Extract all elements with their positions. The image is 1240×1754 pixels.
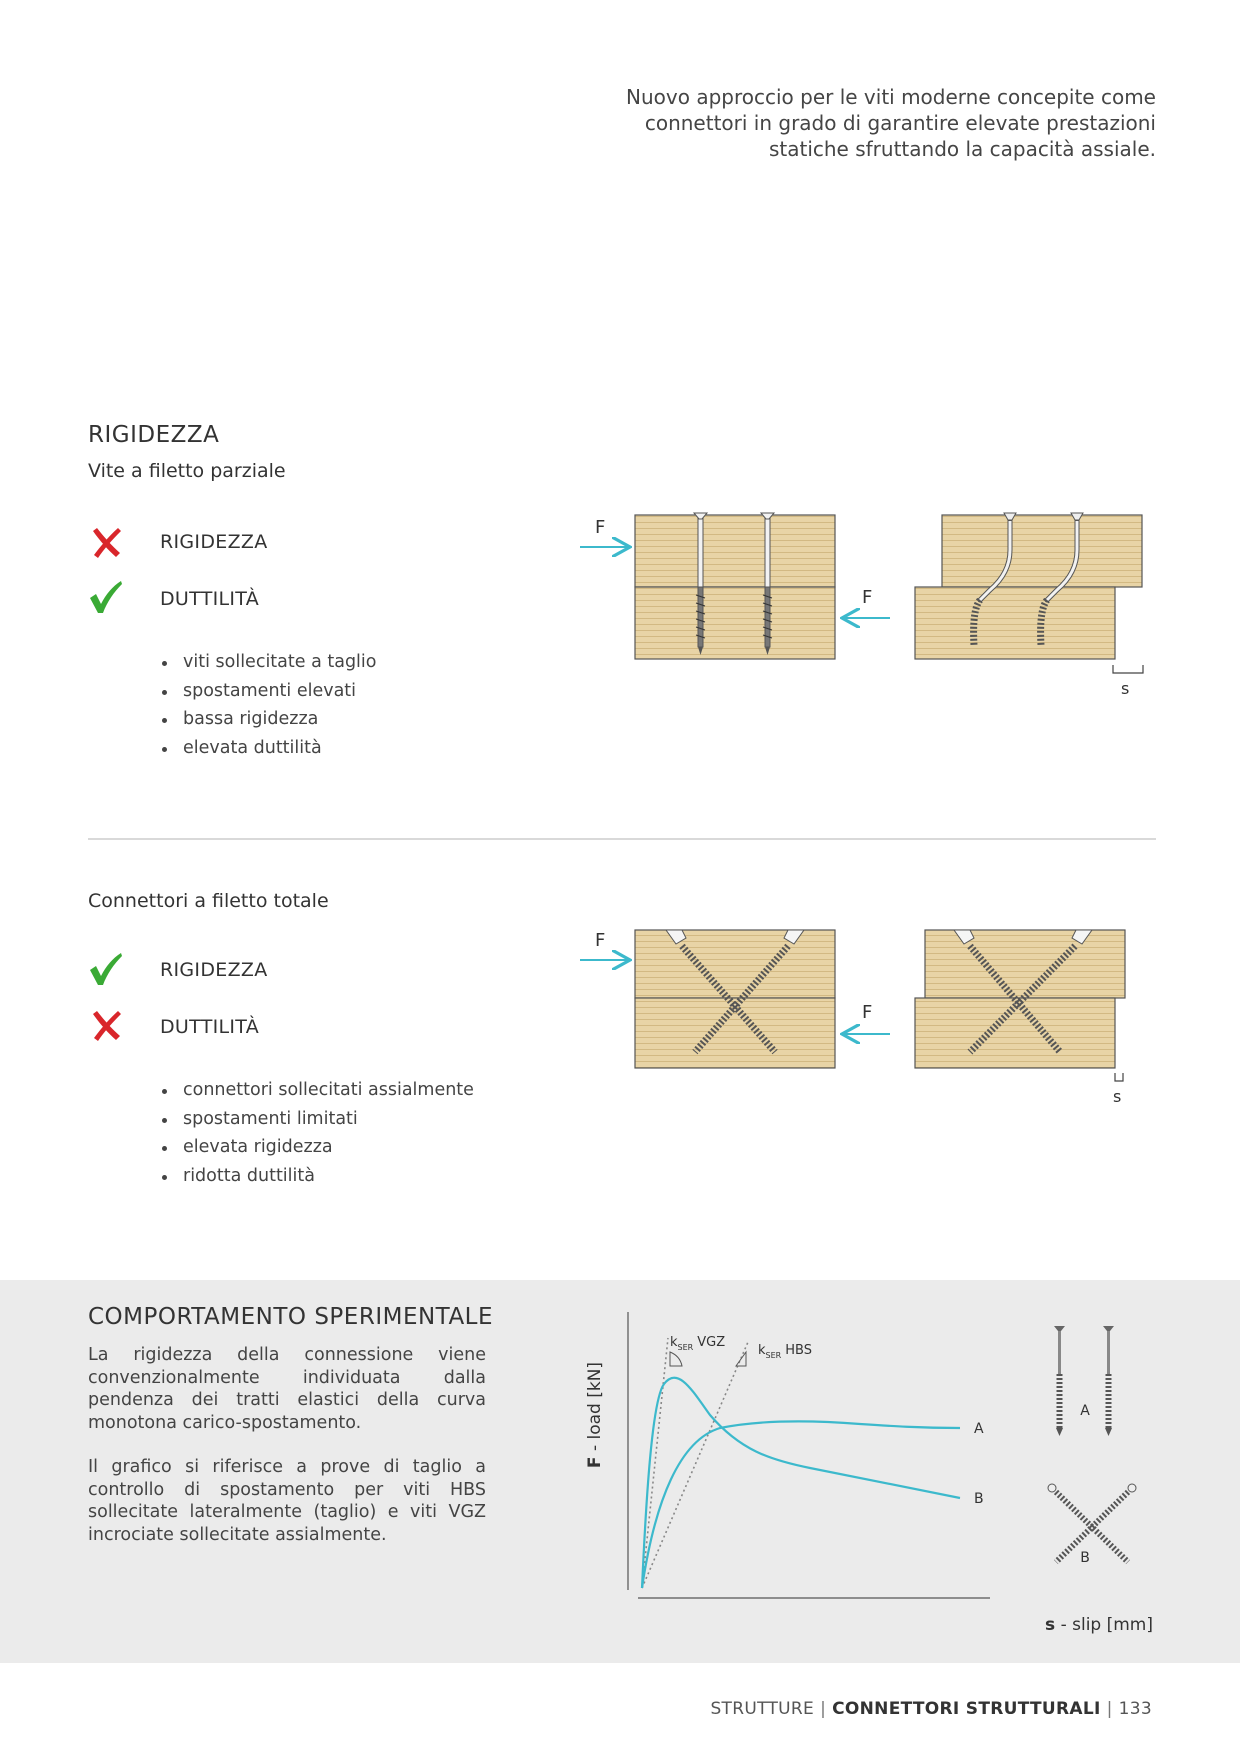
mark-label-rigidezza-1: RIGIDEZZA bbox=[160, 531, 268, 553]
bullet-list-1 bbox=[160, 648, 377, 762]
intro-text: Nuovo approccio per le viti moderne concepite come connettori in grado di garantire elevate prestazioni statiche sfruttando la capacità assiale. bbox=[626, 85, 1156, 161]
annotation-hbs: $k_{SER}$ HBS bbox=[758, 1343, 812, 1360]
full-thread-diagram bbox=[570, 918, 1150, 1110]
force-label-right: F bbox=[862, 587, 873, 608]
angle-icon bbox=[670, 1352, 682, 1366]
paragraph: Il grafico si riferisce a prove di taglio a controllo di spostamento per viti HBS sollecitate lateralmente (taglio) e viti VGZ incrociate sollecitate assialmente. bbox=[88, 1457, 486, 1545]
annotation-vgz: $k_{SER}$ VGZ bbox=[670, 1335, 726, 1352]
bullet-list-2 bbox=[160, 1076, 474, 1190]
list-item: spostamenti elevati bbox=[160, 677, 377, 706]
list-item: elevata duttilità bbox=[160, 734, 377, 763]
crossed-screws-icon-B bbox=[1048, 1484, 1136, 1562]
section-title-rigidezza: RIGIDEZZA bbox=[88, 422, 220, 448]
y-axis-label: F - load [kN] bbox=[585, 1361, 605, 1469]
legend-label-B: B bbox=[1080, 1550, 1090, 1566]
force-label-right-2: F bbox=[862, 1002, 873, 1023]
subtitle-partial-thread: Vite a filetto parziale bbox=[88, 460, 286, 482]
kser-vgz-line bbox=[642, 1338, 668, 1588]
kser-hbs-line bbox=[642, 1342, 748, 1588]
force-label-left-2: F bbox=[595, 930, 606, 951]
list-item: bassa rigidezza bbox=[160, 705, 377, 734]
list-item: spostamenti limitati bbox=[160, 1105, 474, 1134]
mark-label-rigidezza-2: RIGIDEZZA bbox=[160, 959, 268, 981]
footer-chapter: CONNETTORI STRUTTURALI bbox=[832, 1699, 1101, 1719]
footer-section: STRUTTURE bbox=[710, 1699, 815, 1719]
list-item: elevata rigidezza bbox=[160, 1133, 474, 1162]
cross-icon bbox=[88, 525, 122, 559]
section-title-experimental: COMPORTAMENTO SPERIMENTALE bbox=[88, 1304, 494, 1330]
list-item: connettori sollecitati assialmente bbox=[160, 1076, 474, 1105]
page-number: 133 bbox=[1118, 1699, 1152, 1719]
cross-icon bbox=[88, 1008, 122, 1042]
x-axis-label: s - slip [mm] bbox=[1045, 1615, 1153, 1635]
legend-label-A: A bbox=[1080, 1403, 1090, 1419]
check-icon bbox=[88, 580, 122, 614]
series-line-B bbox=[642, 1378, 960, 1588]
load-slip-chart bbox=[570, 1300, 1160, 1640]
series-label-B: B bbox=[974, 1491, 984, 1507]
angle-icon bbox=[736, 1352, 746, 1366]
series-label-A: A bbox=[974, 1421, 984, 1437]
slip-label-1: s bbox=[1121, 679, 1130, 698]
mark-label-duttilita-2: DUTTILITÀ bbox=[160, 1016, 260, 1038]
paragraph: La rigidezza della connessione viene convenzionalmente individuata dalla pendenza dei tratti elastici della curva monotona carico-spostamento. bbox=[88, 1345, 486, 1433]
slip-label-2: s bbox=[1113, 1087, 1122, 1106]
list-item: ridotta duttilità bbox=[160, 1162, 474, 1191]
subtitle-full-thread: Connettori a filetto totale bbox=[88, 890, 329, 912]
force-label-left: F bbox=[595, 517, 606, 538]
section-divider bbox=[88, 838, 1156, 840]
mark-label-duttilita-1: DUTTILITÀ bbox=[160, 588, 260, 610]
list-item: viti sollecitate a taglio bbox=[160, 648, 377, 677]
check-icon bbox=[88, 952, 122, 986]
experimental-description bbox=[88, 1344, 486, 1568]
page-footer: STRUTTURE | CONNETTORI STRUTTURALI | 133 bbox=[710, 1699, 1152, 1719]
partial-thread-diagram bbox=[570, 505, 1150, 705]
series-line-A bbox=[642, 1421, 960, 1588]
screw-pair-icon-A bbox=[1054, 1326, 1114, 1436]
